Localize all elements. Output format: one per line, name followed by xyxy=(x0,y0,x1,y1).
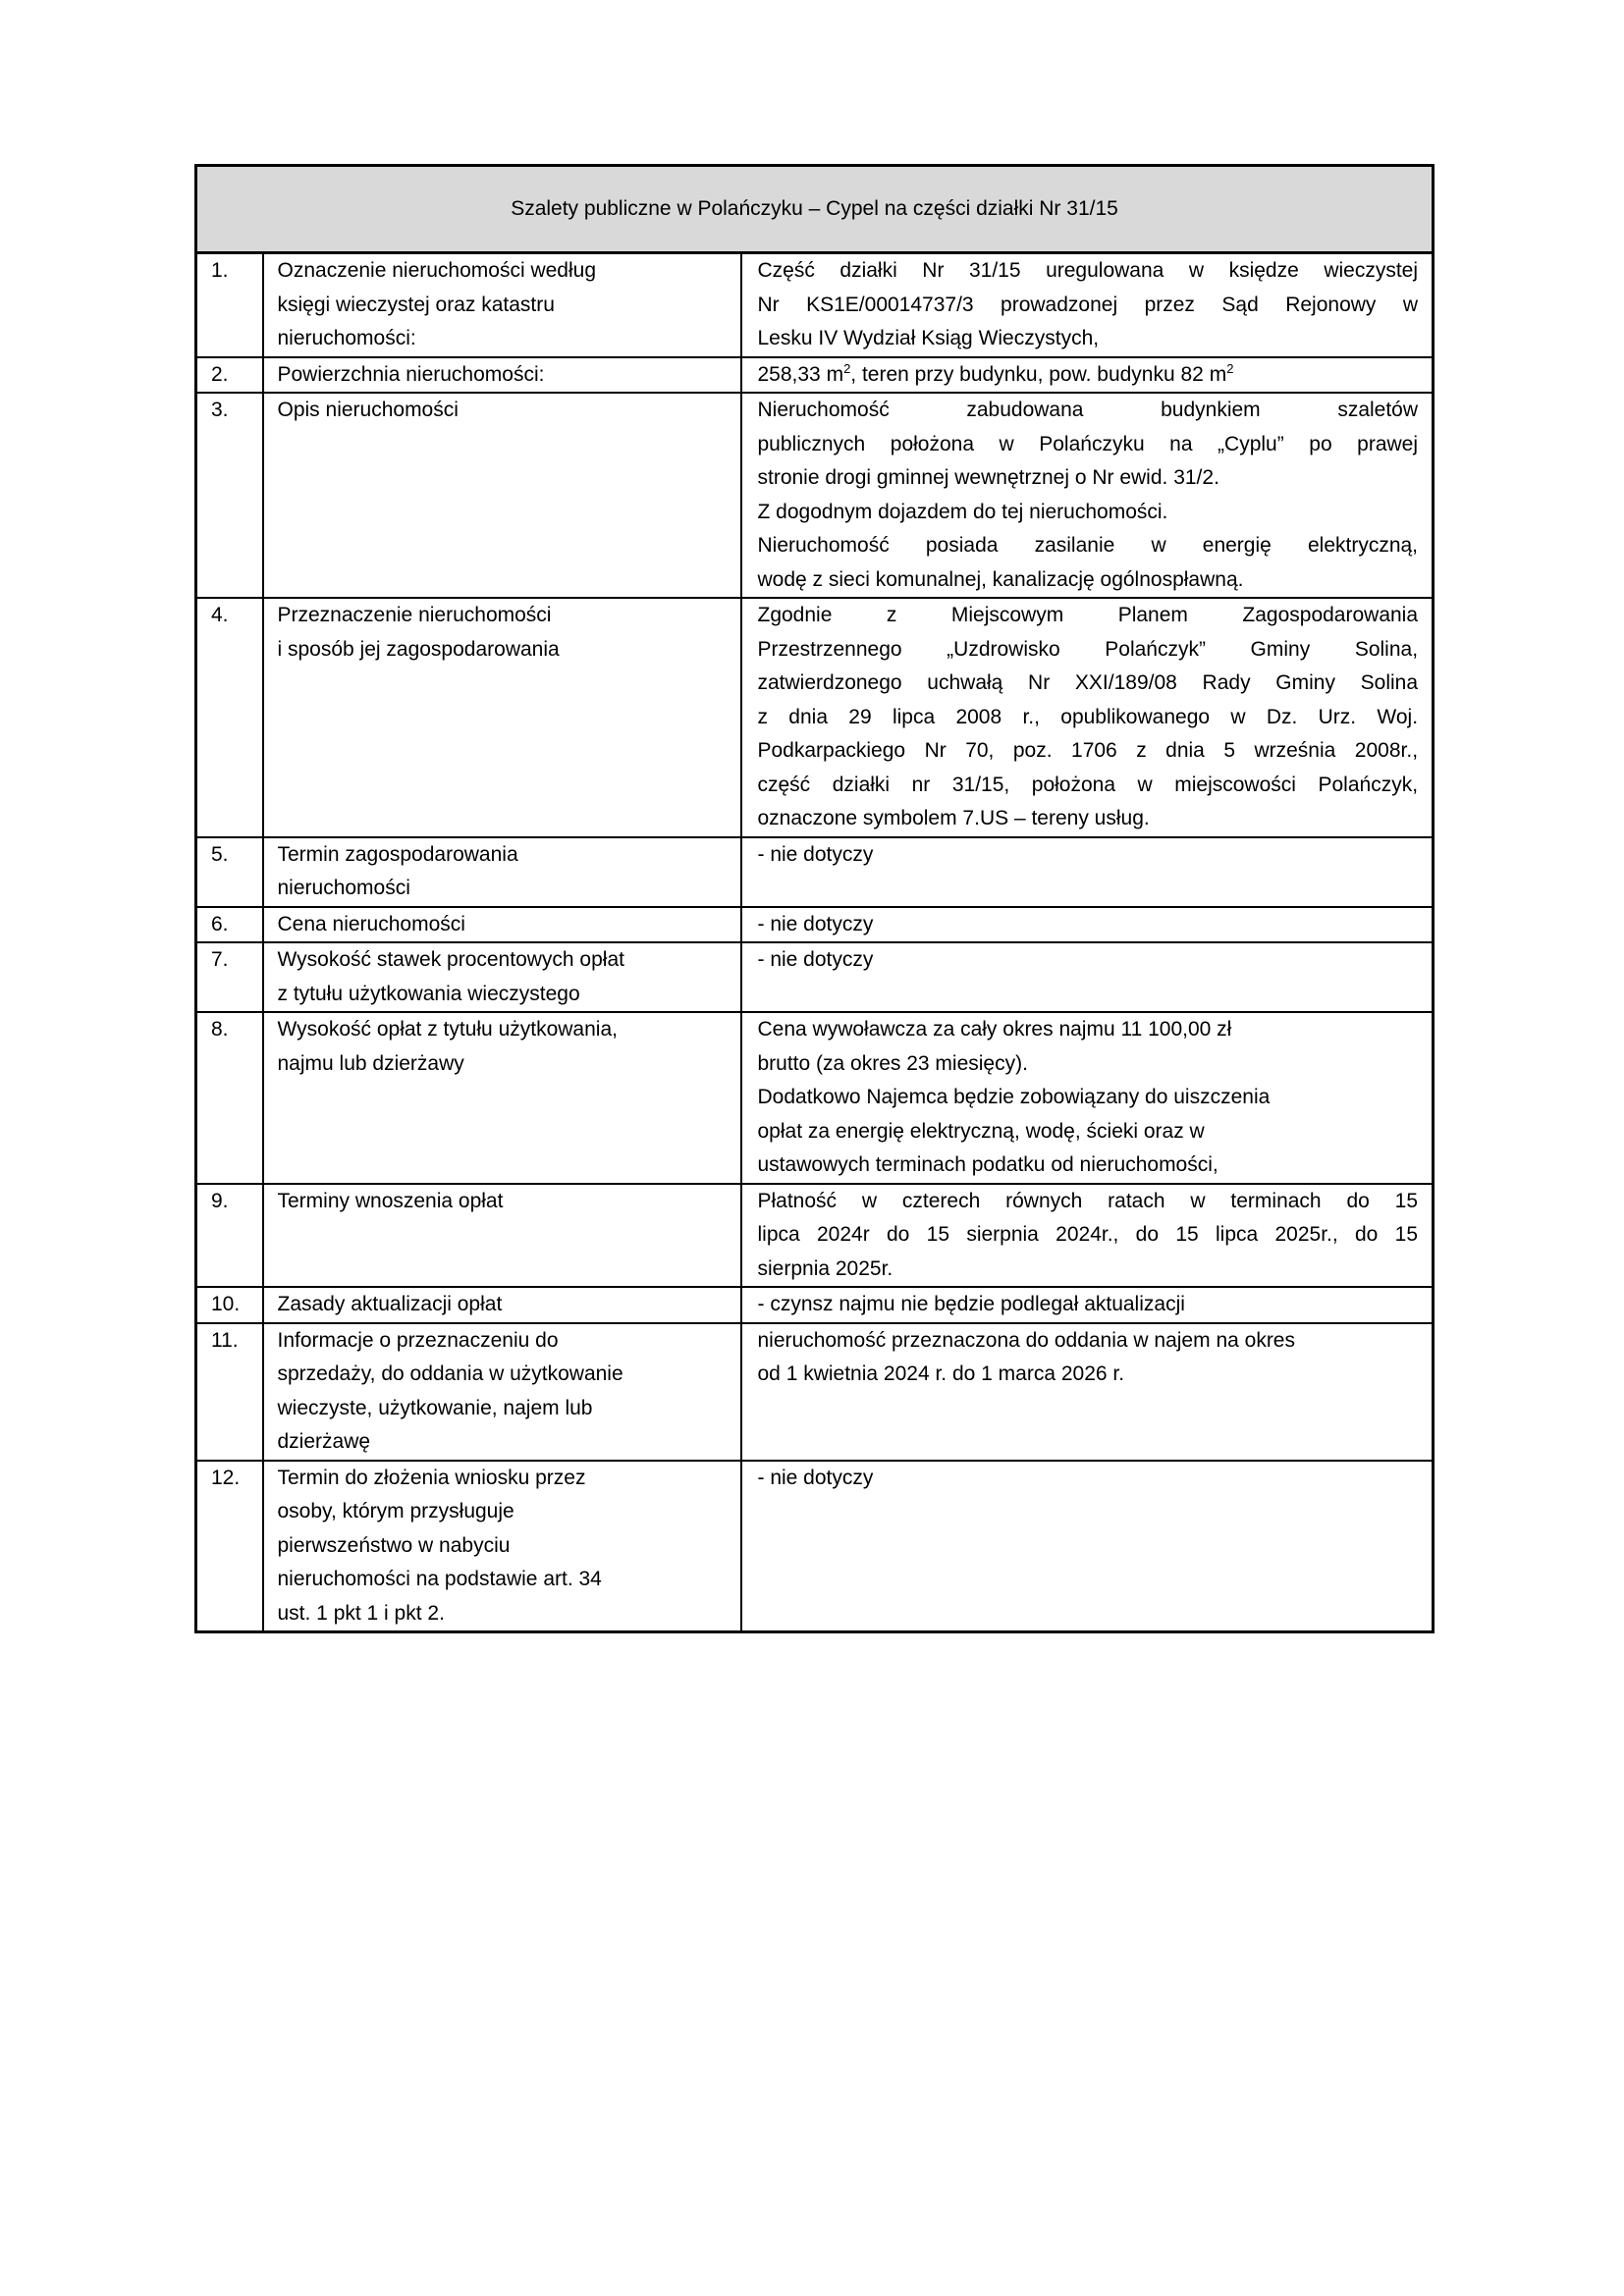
table-row xyxy=(196,907,1434,943)
table-row xyxy=(196,1184,1434,1288)
row-value xyxy=(741,598,1434,837)
row-label xyxy=(263,1012,741,1184)
row-value-line: nieruchomość przeznaczona do oddania w najem na okres xyxy=(757,1328,1295,1352)
row-value xyxy=(741,393,1434,598)
row-value xyxy=(741,1184,1434,1288)
row-number: 12. xyxy=(196,1461,263,1632)
row-label: Cena nieruchomości xyxy=(263,907,741,943)
row-label-line: nieruchomości xyxy=(277,877,410,899)
table-title: Szalety publiczne w Polańczyku – Cypel na części działki Nr 31/15 xyxy=(196,166,1434,253)
row-label-line: Wysokość stawek procentowych opłat xyxy=(277,948,624,971)
row-label-line: Informacje o przeznaczeniu do xyxy=(277,1328,559,1352)
row-label-line: i sposób jej zagospodarowania xyxy=(277,637,560,661)
row-value-line: Płatność w czterech równych ratach w terminach do 15 xyxy=(757,1189,1419,1212)
row-value-line: wodę z sieci komunalnej, kanalizację ogólnospławną. xyxy=(757,567,1244,591)
row-label xyxy=(263,1461,741,1632)
row-value-line: Nr KS1E/00014737/3 prowadzonej przez Sąd Rejonowy w xyxy=(757,293,1419,316)
row-value xyxy=(741,1323,1434,1461)
row-label-line: nieruchomości na podstawie art. 34 xyxy=(277,1568,602,1590)
row-label: Zasady aktualizacji opłat xyxy=(263,1287,741,1323)
row-label-line: Wysokość opłat z tytułu użytkowania, xyxy=(277,1018,618,1041)
row-value-line: od 1 kwietnia 2024 r. do 1 marca 2026 r. xyxy=(757,1362,1125,1385)
table-row xyxy=(196,1012,1434,1184)
table-row xyxy=(196,1461,1434,1632)
row-value-line: opłat za energię elektryczną, wodę, ścieki oraz w xyxy=(757,1119,1205,1143)
row-value-line: Lesku IV Wydział Ksiąg Wieczystych, xyxy=(757,327,1100,349)
row-label-line: najmu lub dzierżawy xyxy=(277,1051,464,1075)
area-value: 258,33 m xyxy=(757,362,844,386)
row-value xyxy=(741,253,1434,357)
row-value-line: Podkarpackiego Nr 70, poz. 1706 z dnia 5 września 2008r., xyxy=(757,739,1419,762)
row-label-line: pierwszeństwo w nabyciu xyxy=(277,1533,511,1557)
table-row xyxy=(196,1323,1434,1461)
row-value-line: część działki nr 31/15, położona w miejscowości Polańczyk, xyxy=(757,773,1419,796)
row-label-line: Termin zagospodarowania xyxy=(277,842,518,866)
row-value: - czynsz najmu nie będzie podlegał aktualizacji xyxy=(741,1287,1434,1323)
row-value-line: z dnia 29 lipca 2008 r., opublikowanego w Dz. Urz. Woj. xyxy=(757,705,1419,728)
row-value-line: lipca 2024r do 15 sierpnia 2024r., do 15 lipca 2025r., do 15 xyxy=(757,1223,1419,1246)
table-row xyxy=(196,1287,1434,1323)
row-value-line: Nieruchomość posiada zasilanie w energię elektryczną, xyxy=(757,534,1419,557)
row-value-line: oznaczone symbolem 7.US – tereny usług. xyxy=(757,807,1150,829)
row-label-line: nieruchomości: xyxy=(277,327,416,349)
row-label-line: sprzedaży, do oddania w użytkowanie xyxy=(277,1362,623,1385)
row-value: - nie dotyczy xyxy=(741,837,1434,907)
row-label-line: Termin do złożenia wniosku przez xyxy=(277,1466,586,1489)
row-number: 11. xyxy=(196,1323,263,1461)
row-value-line: ustawowych terminach podatku od nieruchomości, xyxy=(757,1153,1218,1176)
row-number: 3. xyxy=(196,393,263,598)
row-label-line: z tytułu użytkowania wieczystego xyxy=(277,982,580,1005)
table-row xyxy=(196,357,1434,394)
row-label xyxy=(263,253,741,357)
row-number: 2. xyxy=(196,357,263,394)
row-value-line: brutto (za okres 23 miesięcy). xyxy=(757,1051,1028,1075)
row-number: 4. xyxy=(196,598,263,837)
table-row xyxy=(196,942,1434,1012)
row-value-line: Zgodnie z Miejscowym Planem Zagospodarowania xyxy=(757,604,1419,626)
property-notice-table xyxy=(194,164,1435,1633)
row-value-line: Nieruchomość zabudowana budynkiem szaletów xyxy=(757,399,1419,421)
row-value: - nie dotyczy xyxy=(741,1461,1434,1632)
row-label: Opis nieruchomości xyxy=(263,393,741,598)
row-value-line: Z dogodnym dojazdem do tej nieruchomości. xyxy=(757,500,1168,523)
row-number: 1. xyxy=(196,253,263,357)
row-label xyxy=(263,942,741,1012)
row-number: 8. xyxy=(196,1012,263,1184)
row-label: Terminy wnoszenia opłat xyxy=(263,1184,741,1288)
row-label: Powierzchnia nieruchomości: xyxy=(263,357,741,394)
row-label-line: osoby, którym przysługuje xyxy=(277,1500,514,1522)
row-value: - nie dotyczy xyxy=(741,942,1434,1012)
row-label xyxy=(263,837,741,907)
table-row xyxy=(196,598,1434,837)
row-value-line: Część działki Nr 31/15 uregulowana w księdze wieczystej xyxy=(757,259,1419,282)
building-area-text: , teren przy budynku, pow. budynku 82 m xyxy=(850,362,1227,386)
row-value-line: Przestrzennego „Uzdrowisko Polańczyk” Gminy Solina, xyxy=(757,637,1419,661)
row-number: 7. xyxy=(196,942,263,1012)
building-unit-sup: 2 xyxy=(1226,360,1234,376)
row-label-line: wieczyste, użytkowanie, najem lub xyxy=(277,1396,593,1419)
row-number: 6. xyxy=(196,907,263,943)
table-title-row xyxy=(196,166,1434,253)
table-row xyxy=(196,393,1434,598)
row-value-line: sierpnia 2025r. xyxy=(757,1256,893,1280)
row-value-line: publicznych położona w Polańczyku na „Cyplu” po prawej xyxy=(757,432,1419,455)
row-number: 10. xyxy=(196,1287,263,1323)
row-value-line: Dodatkowo Najemca będzie zobowiązany do uiszczenia xyxy=(757,1086,1271,1108)
table-row xyxy=(196,837,1434,907)
row-number: 5. xyxy=(196,837,263,907)
row-label-line: Przeznaczenie nieruchomości xyxy=(277,604,552,626)
row-value xyxy=(741,357,1434,394)
row-value xyxy=(741,1012,1434,1184)
row-value: - nie dotyczy xyxy=(741,907,1434,943)
row-number: 9. xyxy=(196,1184,263,1288)
row-value-line: Cena wywoławcza za cały okres najmu 11 100,00 zł xyxy=(757,1018,1232,1041)
row-label xyxy=(263,1323,741,1461)
row-label-line: Oznaczenie nieruchomości według xyxy=(277,259,597,282)
row-value-line: stronie drogi gminnej wewnętrznej o Nr ewid. 31/2. xyxy=(757,466,1219,489)
row-label-line: dzierżawę xyxy=(277,1430,371,1453)
row-value-line: zatwierdzonego uchwałą Nr XXI/189/08 Rady Gminy Solina xyxy=(757,671,1419,694)
row-label-line: ust. 1 pkt 1 i pkt 2. xyxy=(277,1601,445,1625)
row-label-line: księgi wieczystej oraz katastru xyxy=(277,293,555,316)
row-label xyxy=(263,598,741,837)
area-unit-sup: 2 xyxy=(843,360,851,376)
table-row xyxy=(196,253,1434,357)
